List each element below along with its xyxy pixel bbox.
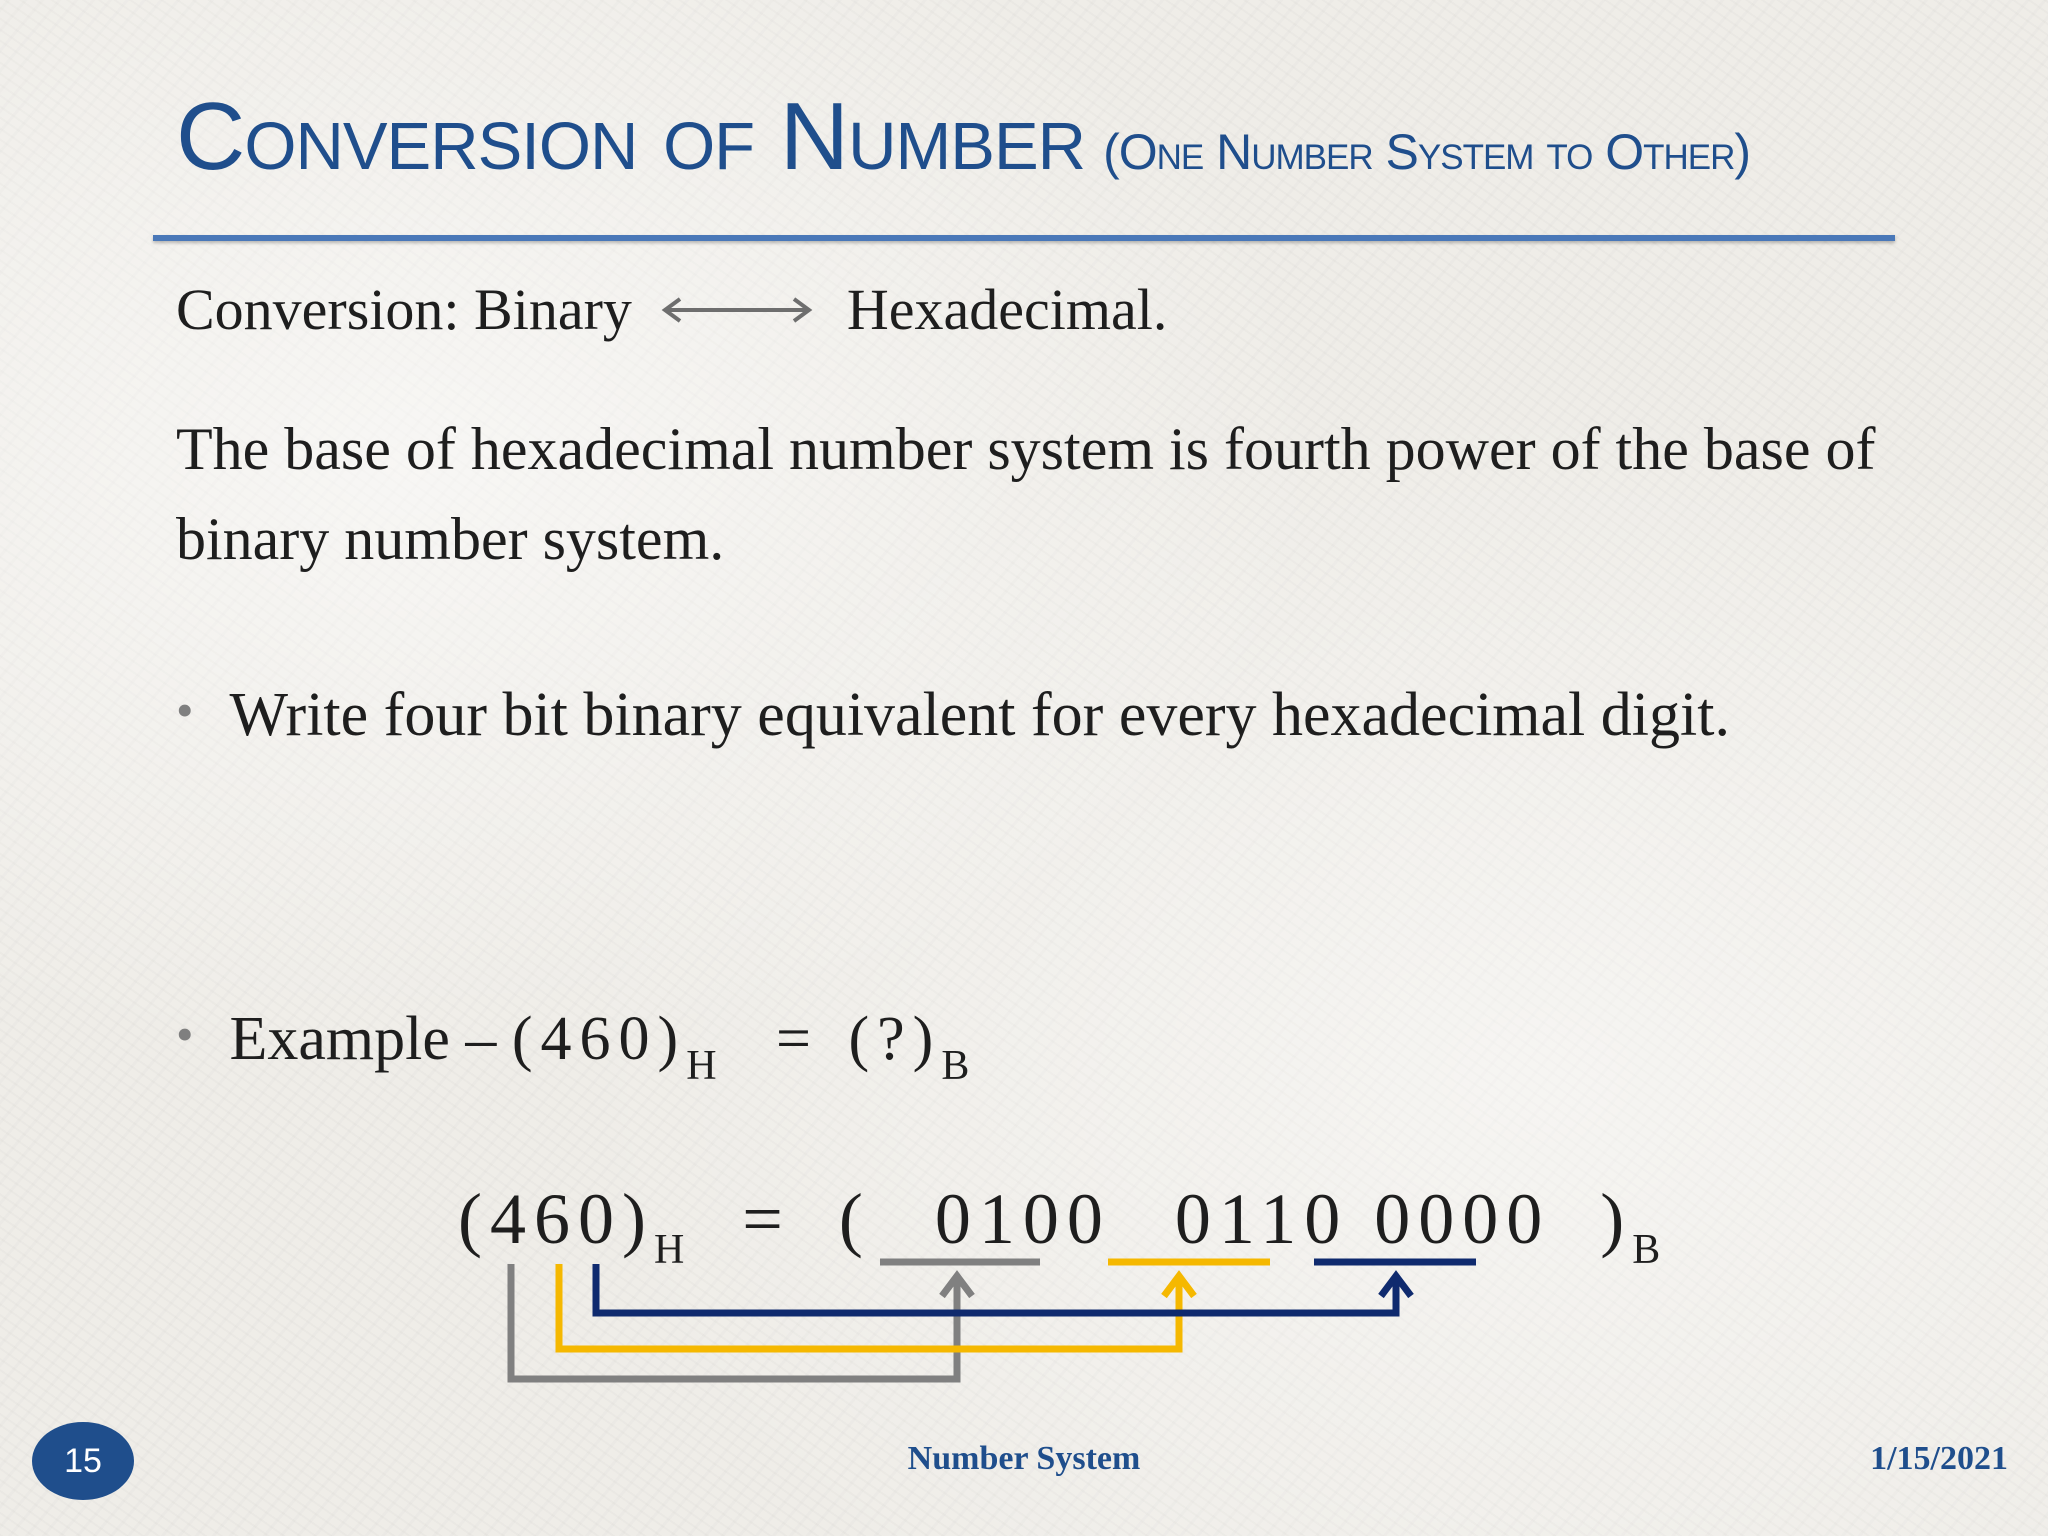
footer-title: Number System xyxy=(907,1440,1141,1477)
example-equals: = xyxy=(776,1005,811,1073)
slide-title-subtitle: (One Number System to Other) xyxy=(1103,124,1751,180)
bullet-icon: • xyxy=(176,682,194,738)
connector-path-3 xyxy=(596,1264,1396,1313)
binary-group-3: 0000 xyxy=(1374,1179,1551,1259)
page-number: 15 xyxy=(64,1441,102,1480)
example-rhs-subscript: B xyxy=(941,1043,970,1089)
slide-title-main: Conversion of Number xyxy=(176,83,1086,190)
equation-lhs: (460) xyxy=(458,1179,654,1259)
connector-path-1 xyxy=(511,1264,957,1379)
conversion-target: Hexadecimal. xyxy=(846,277,1168,343)
equation-open-paren: ( xyxy=(838,1179,871,1259)
example-rhs: (?) xyxy=(848,1005,942,1073)
example-prefix: Example – xyxy=(229,1005,497,1073)
equation-equals: = xyxy=(742,1179,791,1259)
conversion-label: Conversion: Binary xyxy=(176,277,632,343)
connector-digit-0 xyxy=(596,1262,1476,1313)
example-lhs-subscript: H xyxy=(686,1043,717,1089)
connector-digit-6 xyxy=(559,1262,1270,1349)
equation-rhs-subscript: B xyxy=(1632,1227,1661,1273)
bullet-text: Write four bit binary equivalent for every hexadecimal digit. xyxy=(229,681,1730,749)
equation-lhs-subscript: H xyxy=(653,1227,685,1273)
bullet-icon: • xyxy=(176,1006,194,1062)
equation-close-paren: ) xyxy=(1600,1179,1633,1259)
binary-group-1: 0100 xyxy=(934,1179,1111,1259)
connector-digit-4 xyxy=(511,1262,1040,1379)
example-lhs: (460) xyxy=(511,1005,687,1073)
footer-date: 1/15/2021 xyxy=(1870,1440,2008,1477)
connector-path-2 xyxy=(559,1264,1179,1349)
binary-group-2: 0110 xyxy=(1174,1179,1349,1259)
base-relation-paragraph: The base of hexadecimal number system is fourth power of the base of binary number system. xyxy=(176,416,1876,572)
